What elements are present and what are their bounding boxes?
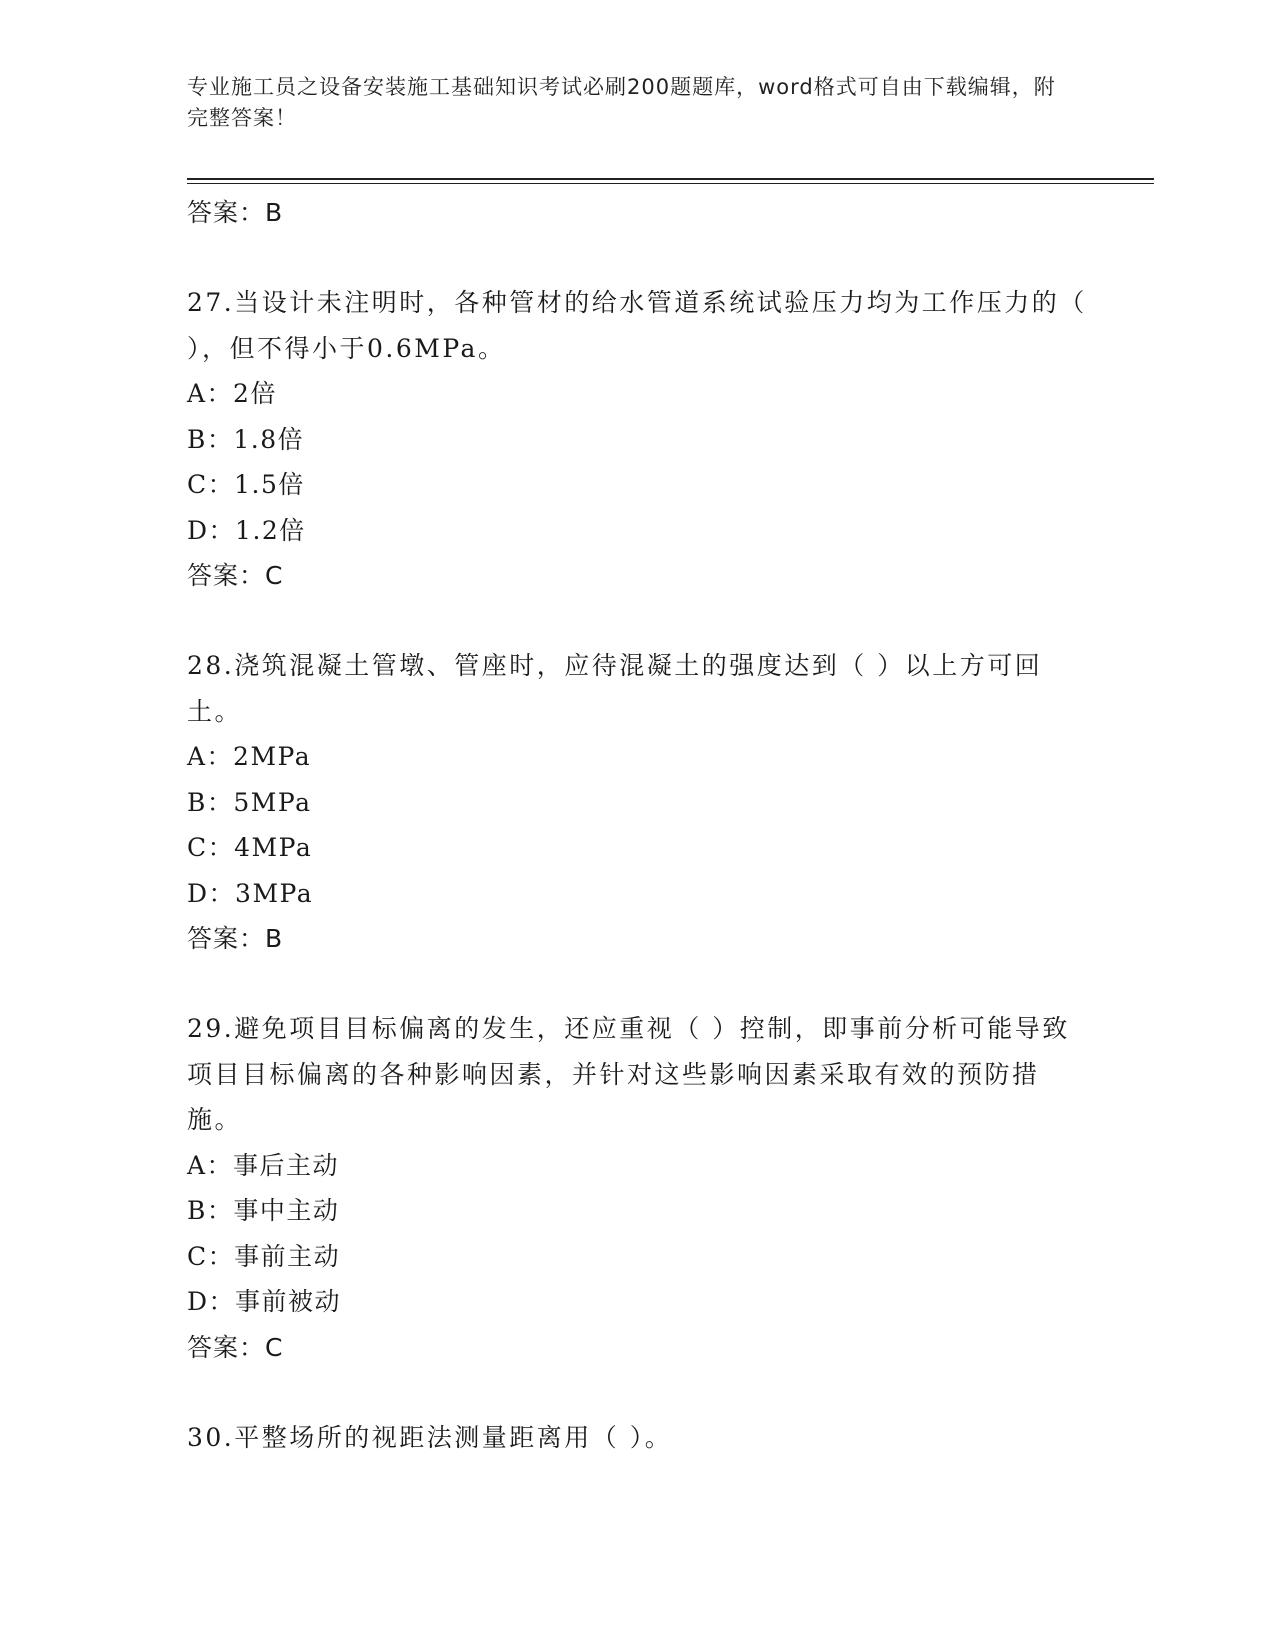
document-header: 专业施工员之设备安装施工基础知识考试必刷200题题库，word格式可自由下载编辑，附完整答案！ bbox=[187, 75, 1056, 130]
answer-26: 答案：B bbox=[187, 198, 284, 227]
question-28-option-b: B：5MPa bbox=[187, 787, 312, 817]
question-29-option-d: D：事前被动 bbox=[187, 1287, 342, 1316]
question-27 bbox=[187, 280, 1087, 598]
spacer bbox=[187, 235, 1087, 280]
question-29-option-b: B：事中主动 bbox=[187, 1196, 340, 1225]
question-28 bbox=[187, 643, 1087, 961]
question-list bbox=[187, 190, 1087, 1460]
question-27-option-c: C：1.5倍 bbox=[187, 470, 305, 499]
question-28-answer: 答案：B bbox=[187, 924, 284, 953]
question-28-option-a: A：2MPa bbox=[187, 742, 312, 771]
question-28-option-d: D：3MPa bbox=[187, 878, 314, 908]
header-divider-thick bbox=[187, 178, 1154, 180]
question-29 bbox=[187, 1006, 1087, 1370]
question-29-text: 29.避免项目目标偏离的发生，还应重视（ ）控制，即事前分析可能导致项目目标偏离的各种影响因素，并针对这些影响因素采取有效的预防措施。 bbox=[187, 1014, 1070, 1134]
question-28-text: 28.浇筑混凝土管墩、管座时，应待混凝土的强度达到（ ）以上方可回土。 bbox=[187, 651, 1043, 726]
spacer bbox=[187, 961, 1087, 1006]
question-30 bbox=[187, 1415, 1087, 1461]
question-29-option-a: A：事后主动 bbox=[187, 1150, 340, 1180]
question-27-option-b: B：1.8倍 bbox=[187, 424, 305, 454]
question-30-text: 30.平整场所的视距法测量距离用（ ）。 bbox=[187, 1422, 673, 1452]
question-27-option-a: A：2倍 bbox=[187, 379, 277, 408]
spacer bbox=[187, 1370, 1087, 1415]
question-29-answer: 答案：C bbox=[187, 1332, 284, 1362]
question-28-option-c: C：4MPa bbox=[187, 833, 313, 862]
spacer bbox=[187, 598, 1087, 643]
question-27-option-d: D：1.2倍 bbox=[187, 515, 306, 545]
question-27-text: 27.当设计未注明时，各种管材的给水管道系统试验压力均为工作压力的（ ），但不得小于0.6MPa。 bbox=[187, 288, 1087, 363]
question-29-option-c: C：事前主动 bbox=[187, 1241, 341, 1271]
header-divider-thin bbox=[187, 183, 1154, 184]
question-27-answer: 答案：C bbox=[187, 561, 284, 590]
